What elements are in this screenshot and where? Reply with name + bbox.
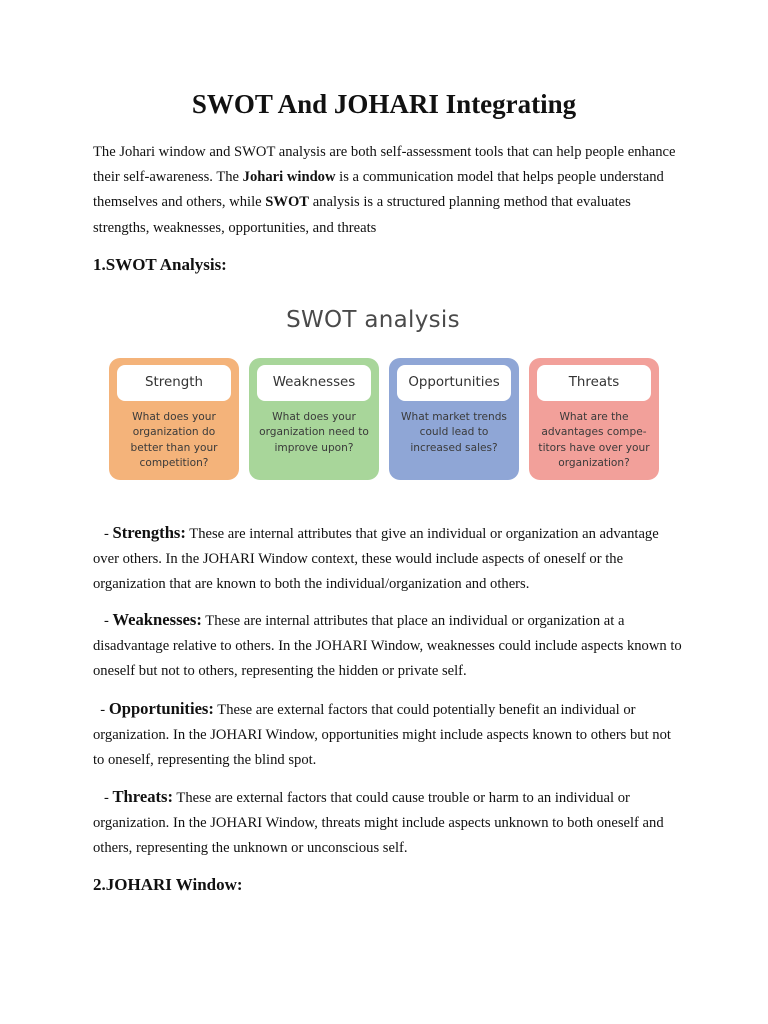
intro-text-1: The Johari window and SWOT analysis are both self-assessment tools that can help people enhance their self-awareness. The [93, 144, 676, 186]
swot-card-label: Threats [537, 365, 651, 401]
swot-card-opportunities [389, 358, 519, 480]
swot-card-question: What are the advantages compe-titors have over your organization? [538, 411, 650, 470]
bullet-term-strengths: Strengths: [112, 523, 186, 542]
section-heading-swot: 1.SWOT Analysis: [93, 255, 227, 274]
bullet-weaknesses [93, 607, 683, 685]
bullet-text-strengths: These are internal attributes that give an individual or organization an advantage over others. In the JOHARI Window context, these would include aspects of oneself or the organization that are known to both the individual/organization and others. [93, 526, 659, 593]
intro-paragraph [93, 140, 683, 241]
intro-text-3: analysis is a structured planning method that evaluates strengths, weaknesses, opportunities, and threats [93, 194, 631, 236]
swot-figure-title: SWOT analysis [286, 307, 460, 333]
bullet-text-weaknesses: These are internal attributes that place an individual or organization at a disadvantage relative to others. In the JOHARI Window, weaknesses could include aspects known to oneself but not to others, representing the hidden or private self. [93, 613, 682, 680]
bullet-prefix: - [103, 526, 113, 542]
bullet-text-threats: These are external factors that could cause trouble or harm to an individual or organization. In the JOHARI Window, threats might include aspects unknown to both oneself and others, representing the unknown or unconscious self. [93, 790, 664, 857]
swot-card-strength [109, 358, 239, 480]
swot-card-label: Opportunities [397, 365, 511, 401]
intro-text-2: is a communication model that helps people understand themselves and others, while [93, 169, 664, 211]
swot-card-weaknesses [249, 358, 379, 480]
bullet-term-opportunities: Opportunities: [108, 699, 214, 718]
bullet-prefix: - [103, 790, 113, 806]
swot-figure [106, 300, 664, 486]
bullet-term-weaknesses: Weaknesses: [112, 610, 202, 629]
swot-card-label: Weaknesses [257, 365, 371, 401]
intro-bold-johari: Johari window [242, 169, 336, 186]
intro-bold-swot: SWOT [265, 194, 310, 211]
bullet-prefix: - [103, 613, 113, 629]
section-heading-johari: 2.JOHARI Window: [93, 875, 243, 894]
swot-card-question: What does your organization need to improve upon? [259, 411, 369, 454]
document-title: SWOT And JOHARI Integrating [191, 89, 577, 119]
swot-card-question: What does your organization do better than your competition? [130, 411, 218, 470]
swot-card-label: Strength [117, 365, 231, 401]
bullet-prefix: - [100, 702, 109, 718]
swot-card-threats [529, 358, 659, 480]
bullet-term-threats: Threats: [112, 787, 174, 806]
bullet-strengths [93, 520, 683, 598]
bullet-threats [93, 784, 683, 862]
bullet-opportunities [93, 696, 683, 774]
swot-card-question: What market trends could lead to increased sales? [401, 411, 507, 454]
bullet-text-opportunities: These are external factors that could potentially benefit an individual or organization. In the JOHARI Window, opportunities might include aspects known to others but not to oneself, representing the blind spot. [93, 702, 671, 769]
